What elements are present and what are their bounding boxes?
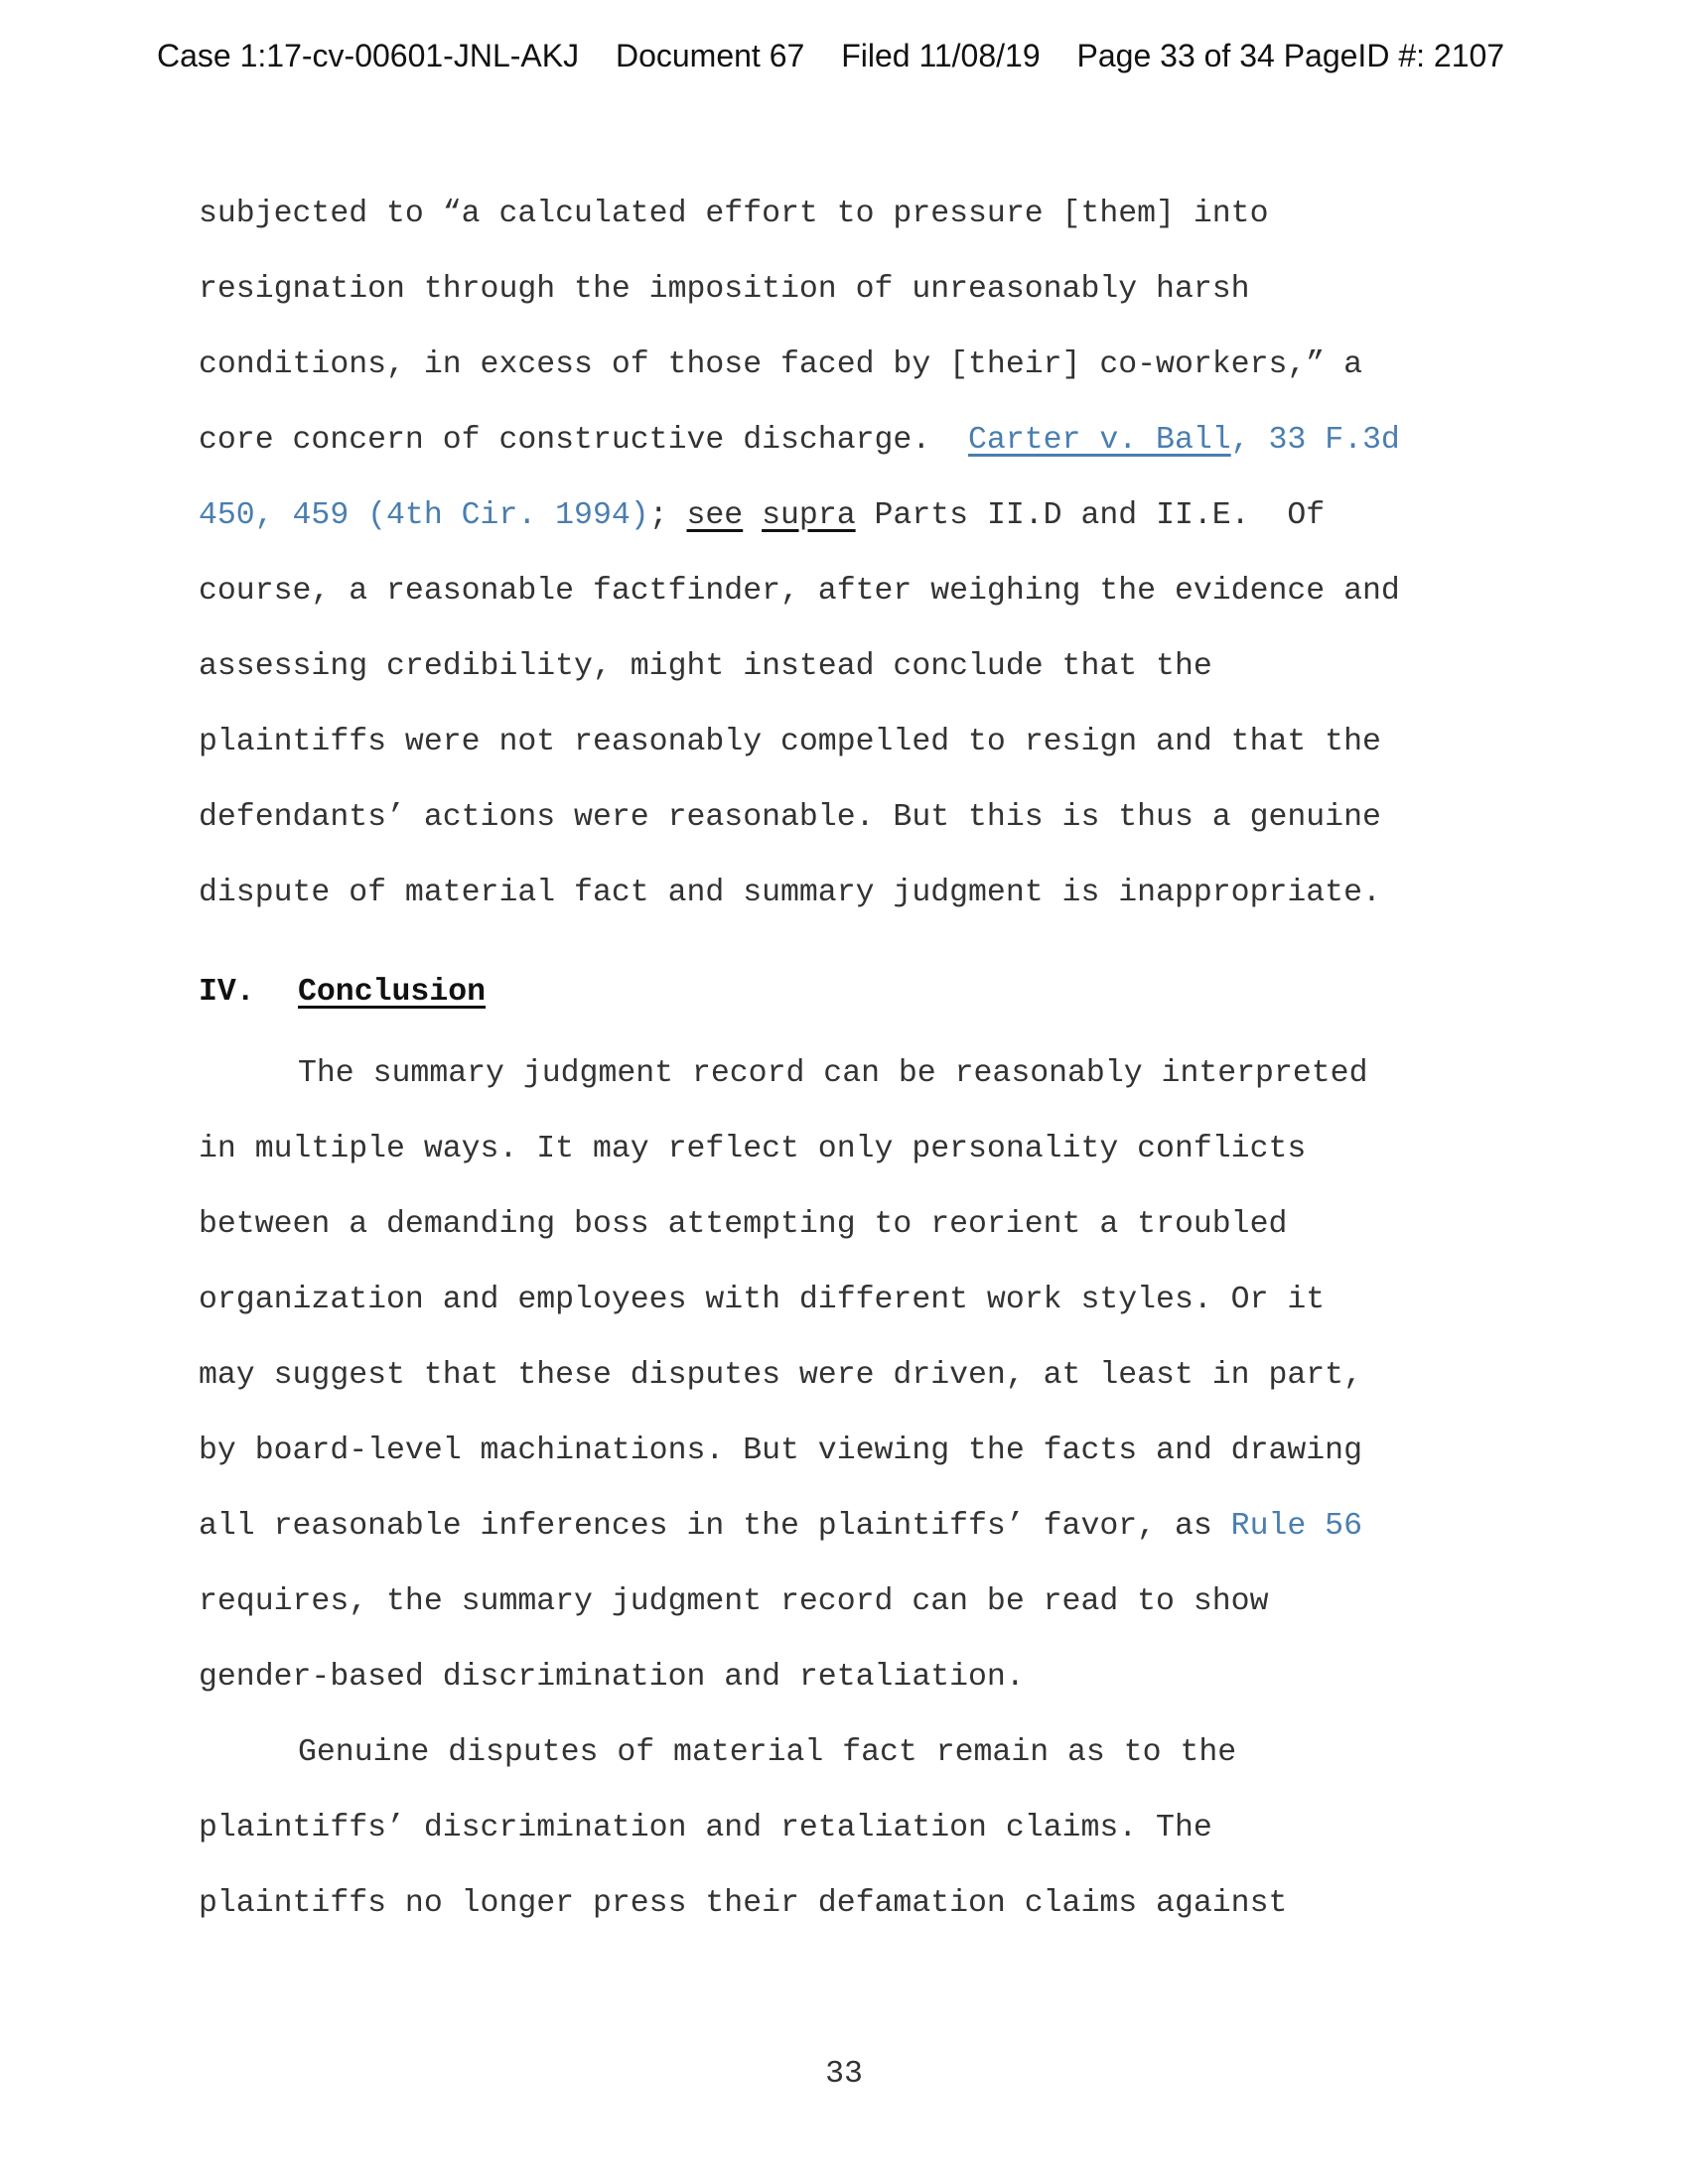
text-segment: all reasonable inferences in the plaintiffs’ favor, as xyxy=(199,1509,1231,1544)
text-line: defendants’ actions were reasonable. But this is thus a genuine xyxy=(199,800,1381,835)
text-line: conditions, in excess of those faced by [their] co-workers,” a xyxy=(199,347,1362,382)
text-line: The summary judgment record can be reasonably interpreted xyxy=(298,1056,1368,1091)
text-line: dispute of material fact and summary judgment is inappropriate. xyxy=(199,876,1381,910)
supra-signal: supra xyxy=(762,498,856,533)
page-number: 33 xyxy=(825,2057,863,2092)
carter-v-ball-link[interactable]: Carter v. Ball xyxy=(968,423,1231,458)
section-number: IV. xyxy=(199,975,255,1010)
text-line: by board-level machinations. But viewing the facts and drawing xyxy=(199,1433,1362,1468)
text-line: requires, the summary judgment record can be read to show xyxy=(199,1584,1269,1619)
text-line: plaintiffs were not reasonably compelled to resign and that the xyxy=(199,725,1381,759)
paragraph-constructive-discharge xyxy=(199,177,1489,931)
case-number: Case 1:17-cv-00601-JNL-AKJ xyxy=(157,38,580,73)
text-line: resignation through the imposition of unreasonably harsh xyxy=(199,272,1250,307)
text-line: plaintiffs’ discrimination and retaliation claims. The xyxy=(199,1811,1212,1845)
text-line: plaintiffs no longer press their defamation claims against xyxy=(199,1886,1288,1921)
page-info: Page 33 of 34 PageID #: 2107 xyxy=(1076,38,1505,73)
text-line: assessing credibility, might instead conclude that the xyxy=(199,649,1212,684)
document-header xyxy=(157,38,1547,74)
text-line: Genuine disputes of material fact remain as to the xyxy=(298,1735,1237,1770)
text-segment: core concern of constructive discharge. xyxy=(199,423,969,458)
filed-date: Filed 11/08/19 xyxy=(841,38,1041,73)
paragraph-disputes xyxy=(199,1715,1489,1942)
text-line xyxy=(199,1489,1489,1565)
text-line: between a demanding boss attempting to reorient a troubled xyxy=(199,1207,1288,1242)
text-line: gender-based discrimination and retaliation. xyxy=(199,1660,1025,1695)
text-line xyxy=(199,403,1489,478)
section-heading xyxy=(199,975,486,1010)
rule-56-link[interactable]: Rule 56 xyxy=(1230,1509,1362,1544)
text-line: course, a reasonable factfinder, after weighing the evidence and xyxy=(199,574,1400,609)
citation-link[interactable]: 450, 459 (4th Cir. 1994) xyxy=(199,498,649,533)
section-title: Conclusion xyxy=(298,975,487,1010)
text-line xyxy=(199,478,1489,554)
see-signal: see xyxy=(686,498,744,533)
text-line: subjected to “a calculated effort to pressure [them] into xyxy=(199,197,1269,231)
text-segment: Parts II.D and II.E. Of xyxy=(855,498,1326,533)
paragraph-conclusion xyxy=(199,1036,1489,1715)
text-line: in multiple ways. It may reflect only personality conflicts xyxy=(199,1132,1307,1166)
text-segment: ; xyxy=(648,498,687,533)
text-line: may suggest that these disputes were driven, at least in part, xyxy=(199,1358,1362,1393)
document-number: Document 67 xyxy=(615,38,805,73)
text-line: organization and employees with different work styles. Or it xyxy=(199,1283,1326,1317)
citation-link[interactable]: , 33 F.3d xyxy=(1230,423,1400,458)
